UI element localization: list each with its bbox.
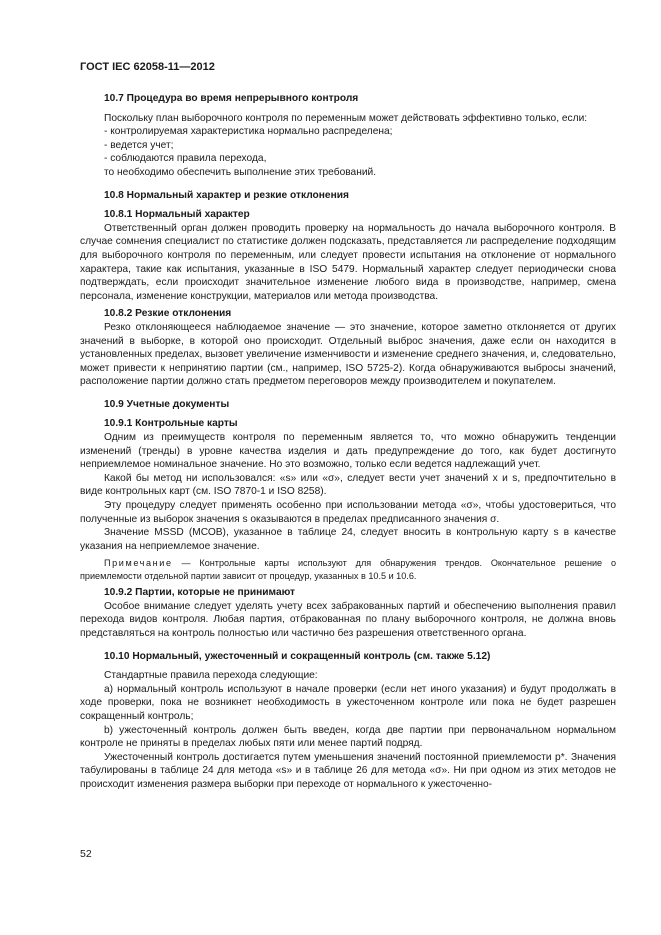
section-heading-10-10: 10.10 Нормальный, ужесточенный и сокращенный контроль (см. также 5.12) bbox=[104, 650, 491, 662]
note bbox=[80, 557, 616, 582]
list-item: - контролируемая характеристика нормально распределена; bbox=[104, 126, 393, 138]
paragraph: Резко отклоняющееся наблюдаемое значение — это значение, которое заметно отклоняется от других значений в выборке, в которой оно происходит. Отдельный выброс значения, даже если он находится в установленных пределах, вызовет увеличение изменчивости и изменение среднего значения, и, следовательно, может привести к непринятию партии (см., например, ISO 5725-2). Когда обнаруживаются выбросы значений, расположение партии должно стать предметом переговоров между производителем и покупателем. bbox=[80, 321, 616, 388]
paragraph: Ответственный орган должен проводить проверку на нормальность до начала выборочного контроля. В случае сомнения специалист по статистике должен подсказать, представляется ли распределение подходящим для выборочного контроля по переменным, или следует провести испытания на отклонение от нормального характера, такие как испытания, указанные в ISO 5479. Нормальный характер следует периодически снова подтверждать, если происходит значительное изменение любого вида в производстве, например, смена персонала, изменение конструкции, материалов или метода производства. bbox=[80, 222, 616, 302]
section-heading-10-7: 10.7 Процедура во время непрерывного контроля bbox=[104, 93, 359, 104]
list-item-b: b) ужесточенный контроль должен быть введен, когда две партии при первоначальном нормальном контроле не приняты в пределах любых пяти или менее партий подряд. bbox=[80, 724, 616, 750]
paragraph: Стандартные правила перехода следующие: bbox=[104, 670, 318, 682]
paragraph: Поскольку план выборочного контроля по переменным может действовать эффективно только, если: bbox=[104, 112, 588, 124]
list-item: - ведется учет; bbox=[104, 139, 174, 151]
page-number: 52 bbox=[80, 848, 92, 860]
paragraph: Ужесточенный контроль достигается путем уменьшения значений постоянной приемлемости p*. Значения табулированы в таблице 24 для метода «s» и в таблице 26 для метода «σ». Ни при одном из этих методов не происходит изменения размера выборки при переходе от нормального к ужесточенно- bbox=[80, 751, 616, 790]
paragraph: Одним из преимуществ контроля по переменным является то, что можно обнаружить тенденции изменений (тренды) в уровне качества изделия и дать предупреждение до того, как будет достигнуто неприемлемое номинальное значение. Но это возможно, только если ведется надлежащий учет. bbox=[80, 432, 616, 471]
paragraph: Эту процедуру следует применять особенно при использовании метода «σ», чтобы удостовериться, что полученные из выборок значения s оказываются в пределах предписанного значения σ. bbox=[80, 500, 616, 525]
list-item: - соблюдаются правила перехода, bbox=[104, 153, 267, 165]
paragraph: Значение MSSD (МСОВ), указанное в таблице 24, следует вносить в контрольную карту s в качестве указания на неприемлемое значение. bbox=[80, 527, 616, 552]
page-content bbox=[80, 92, 616, 792]
subsection-heading-10-8-1: 10.8.1 Нормальный характер bbox=[104, 209, 250, 221]
subsection-heading-10-9-1: 10.9.1 Контрольные карты bbox=[104, 418, 238, 430]
paragraph: Особое внимание следует уделять учету всех забракованных партий и обеспечению выполнения правил перехода видов контроля. Любая партия, отбракованная по плану выборочного контроля, не должна вновь представляться на контроль полностью или частично без разрешения ответственного органа. bbox=[80, 600, 616, 639]
document-header: ГОСТ IEC 62058-11—2012 bbox=[80, 61, 215, 73]
section-heading-10-8: 10.8 Нормальный характер и резкие отклонения bbox=[104, 189, 349, 201]
paragraph: Какой бы метод ни использовался: «s» или «σ», следует вести учет значений x и s, предпочтительно в виде контрольных карт (см. ISO 7870-1 и ISO 8258). bbox=[80, 472, 616, 498]
note-label: Примечание bbox=[104, 558, 173, 569]
list-item-a: a) нормальный контроль используют в начале проверки (если нет иного указания) и будут продолжать в ходе проверки, пока не возникнет необходимость в ужесточенном контроле или пока не будет разрешен сокращенный контроль; bbox=[80, 683, 616, 722]
paragraph: то необходимо обеспечить выполнение этих требований. bbox=[104, 166, 377, 178]
section-heading-10-9: 10.9 Учетные документы bbox=[104, 398, 230, 410]
subsection-heading-10-8-2: 10.8.2 Резкие отклонения bbox=[104, 308, 232, 320]
note-text: — Контрольные карты используют для обнаружения трендов. Окончательное решение о приемлемости отдельной партии зависит от процедур, указанных в 10.5 и 10.6. bbox=[80, 558, 616, 581]
subsection-heading-10-9-2: 10.9.2 Партии, которые не принимают bbox=[104, 587, 296, 599]
